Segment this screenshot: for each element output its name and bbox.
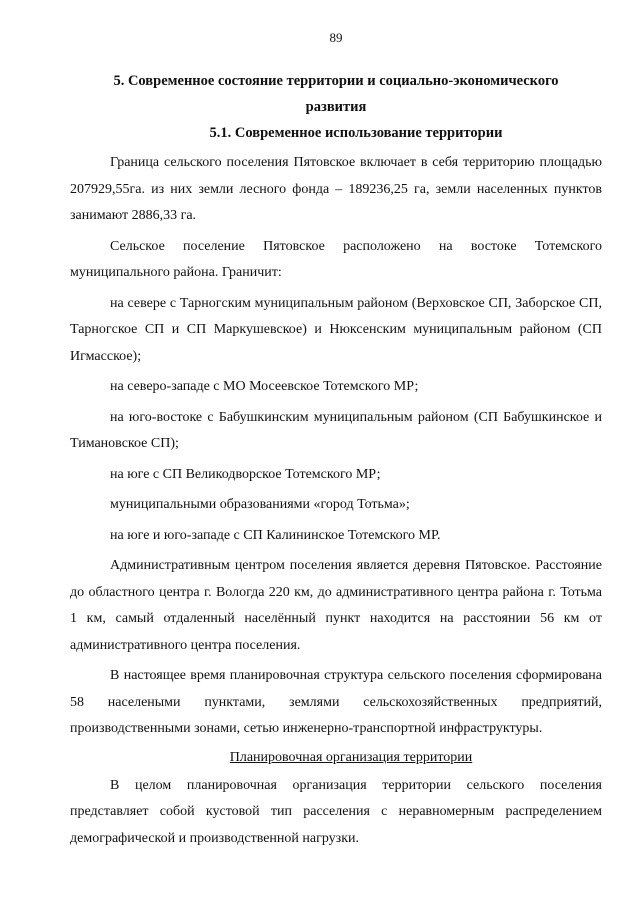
border-municipal: муниципальными образованиями «город Тотьма»; xyxy=(110,497,410,512)
border-southwest: на юге и юго-западе с СП Калининское Тотемского МР. xyxy=(110,527,441,543)
border-north: на севере с Тарногским муниципальным районом (Верховское СП, Заборское СП, Тарногское СП и СП Маркушевское) и Нюксенским муниципальным районом (СП Игмасское); xyxy=(70,295,602,364)
paragraph-location: Сельское поселение Пятовское расположено на востоке Тотемского муниципального района. Граничит: xyxy=(70,238,602,280)
paragraph-structure: В настоящее время планировочная структура сельского поселения сформирована 58 населеными пунктами, землями сельскохозяйственных предприятий, производственными зонами, сетью инженерно-транспортной инфраструктуры. xyxy=(70,668,602,736)
paragraph-planning: В целом планировочная организация территории сельского поселения представляет собой кустовой тип расселения с неравномерным распределением демографической и производственной нагрузки. xyxy=(70,777,602,846)
page-number: 89 xyxy=(329,30,343,45)
border-south: на юге с СП Великодворское Тотемского МР; xyxy=(110,466,381,482)
planning-subheading: Планировочная организация территории xyxy=(229,749,473,765)
subsection-heading: 5.1. Современное использование территории xyxy=(209,125,503,141)
paragraph-area: Граница сельского поселения Пятовское включает в себя территорию площадью 207929,55га. из них земли лесного фонда – 189236,25 га, земли населенных пунктов занимают 2886,33 га. xyxy=(70,155,602,223)
border-northwest: на северо-западе с МО Мосеевское Тотемского МР; xyxy=(110,379,419,394)
border-southeast: на юго-востоке с Бабушкинским муниципальным районом (СП Бабушкинское и Тимановское СП); xyxy=(70,409,602,451)
section-heading-line1: 5. Современное состояние территории и социально-экономического xyxy=(113,73,559,89)
paragraph-admin-center: Административным центром поселения является деревня Пятовское. Расстояние до областного центра г. Вологда 220 км, до административного центра района г. Тотьма 1 км, самый отдаленный населённый пункт находится на расстоянии 56 км от административного центра поселения. xyxy=(70,558,602,653)
section-heading-line2: развития xyxy=(305,99,367,115)
